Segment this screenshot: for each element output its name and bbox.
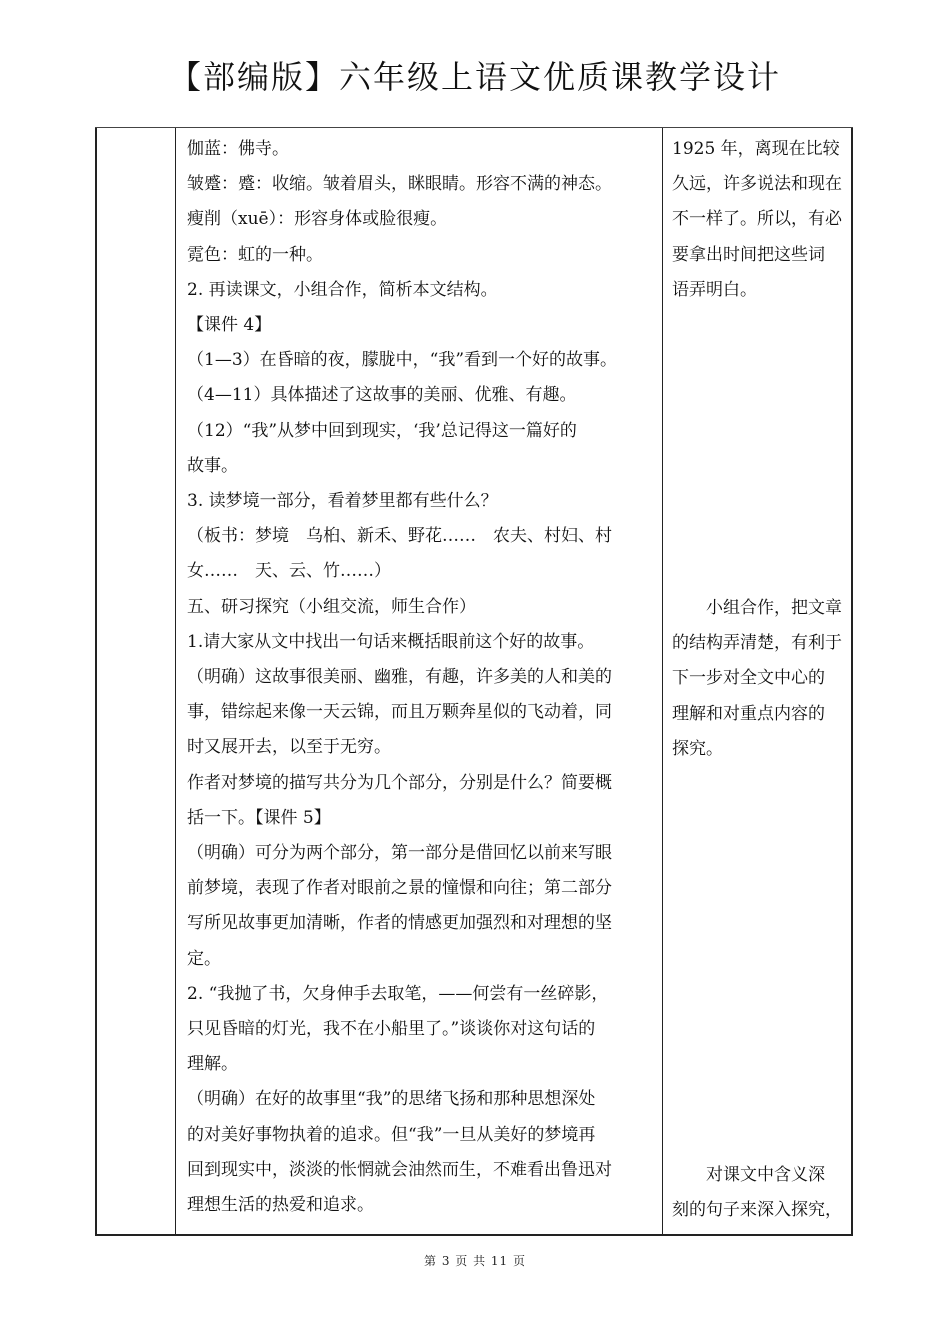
intent-line: 对课文中含义深 — [672, 1165, 825, 1185]
content-line: 写所见故事更加清晰，作者的情感更加强烈和对理想的坚 — [187, 913, 612, 934]
intent-line: 理解和对重点内容的 — [672, 703, 825, 724]
lesson-table — [95, 128, 853, 1236]
intent-line: 小组合作，把文章 — [672, 598, 842, 618]
intent-line: 要拿出时间把这些词 — [672, 244, 825, 265]
content-line: 只见昏暗的灯光，我不在小船里了。”谈谈你对这句话的 — [187, 1019, 596, 1040]
content-line: 事，错综起来像一天云锦，而且万颗奔星似的飞动着，同 — [187, 702, 612, 723]
column-divider-left — [175, 128, 176, 1234]
content-line: 【课件 4】 — [187, 315, 272, 336]
design-intent-block-2 — [672, 591, 857, 767]
content-line: 理想生活的热爱和追求。 — [187, 1195, 374, 1216]
content-line: （1—3）在昏暗的夜，朦胧中，“我”看到一个好的故事。 — [187, 350, 618, 371]
content-line: 2. “我抛了书，欠身伸手去取笔，——何尝有一丝碎影， — [187, 983, 609, 1004]
page-number: 第 3 页 共 11 页 — [424, 1254, 526, 1268]
content-line: 定。 — [187, 948, 221, 969]
content-line: （明确）这故事很美丽、幽雅，有趣，许多美的人和美的 — [187, 667, 612, 688]
teaching-content-column — [187, 132, 662, 1223]
content-line: 女…… 天、云、竹……） — [187, 561, 391, 582]
content-line: 霓色：虹的一种。 — [187, 244, 323, 265]
content-line: 五、研习探究（小组交流，师生合作） — [187, 596, 476, 617]
content-line: 伽蓝：佛寺。 — [187, 139, 289, 159]
content-line: 理解。 — [187, 1054, 238, 1075]
intent-line: 刻的句子来深入探究， — [672, 1200, 842, 1221]
intent-line: 的结构弄清楚，有利于 — [672, 633, 842, 654]
content-line: （板书：梦境 乌桕、新禾、野花…… 农夫、村妇、村 — [187, 526, 612, 547]
content-line: 回到现实中，淡淡的怅惘就会油然而生，不难看出鲁迅对 — [187, 1159, 612, 1180]
content-line: 的对美好事物执着的追求。但“我”一旦从美好的梦境再 — [187, 1124, 596, 1145]
intent-line: 下一步对全文中心的 — [672, 668, 825, 689]
content-line: （4—11）具体描述了这故事的美丽、优雅、有趣。 — [187, 385, 577, 406]
content-line: 1.请大家从文中找出一句话来概括眼前这个好的故事。 — [187, 631, 595, 652]
intent-line: 久远，许多说法和现在 — [672, 174, 842, 195]
column-divider-right — [662, 128, 663, 1234]
intent-line: 语弄明白。 — [672, 279, 757, 300]
content-line: 故事。 — [187, 455, 238, 476]
content-line: （明确）可分为两个部分，第一部分是借回忆以前来写眼 — [187, 843, 612, 864]
intent-line: 探究。 — [672, 738, 723, 759]
content-line: 3. 读梦境一部分，看着梦里都有些什么？ — [187, 491, 498, 512]
intent-line: 不一样了。所以，有必 — [672, 209, 842, 230]
content-line: 瘦削（xuē）：形容身体或脸很瘦。 — [187, 209, 448, 230]
content-line: （12）“我”从梦中回到现实，‘我’总记得这一篇好的 — [187, 420, 577, 441]
intent-line: 1925 年，离现在比较 — [672, 139, 840, 159]
design-intent-block-3 — [672, 1158, 857, 1228]
content-line: 作者对梦境的描写共分为几个部分，分别是什么？简要概 — [187, 772, 612, 793]
design-intent-block-1 — [672, 132, 857, 308]
content-line: 时又展开去，以至于无穷。 — [187, 737, 391, 758]
content-line: 2. 再读课文，小组合作，简析本文结构。 — [187, 279, 498, 300]
content-line: 括一下。【课件 5】 — [187, 807, 331, 828]
content-line: 皱蹙：蹙：收缩。皱着眉头，眯眼睛。形容不满的神态。 — [187, 174, 612, 195]
page-title: 【部编版】六年级上语文优质课教学设计 — [168, 58, 781, 96]
content-line: 前梦境，表现了作者对眼前之景的憧憬和向往；第二部分 — [187, 878, 612, 899]
content-line: （明确）在好的故事里“我”的思绪飞扬和那种思想深处 — [187, 1089, 596, 1110]
